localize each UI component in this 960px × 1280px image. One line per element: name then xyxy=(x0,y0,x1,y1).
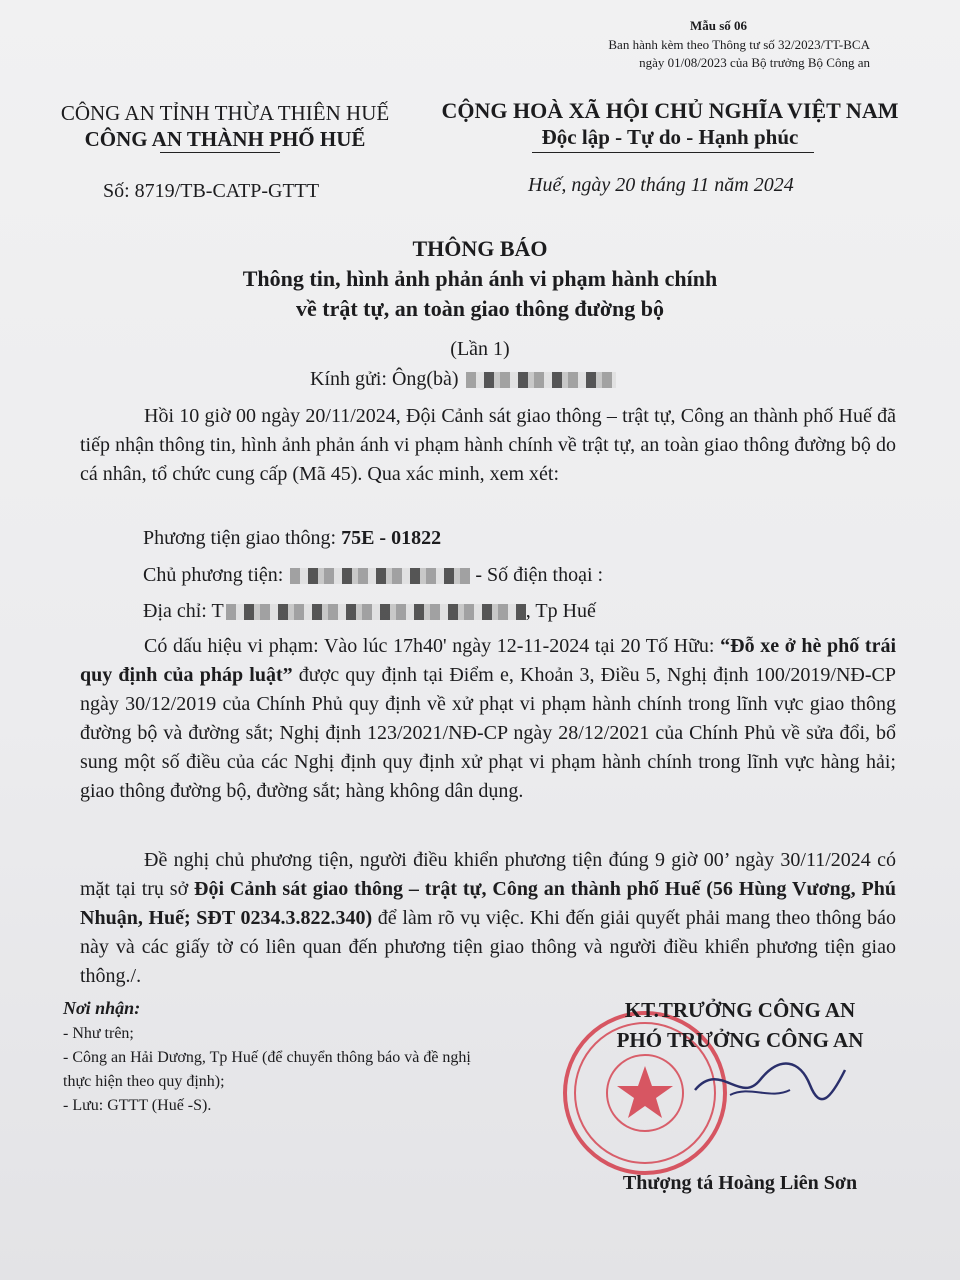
signature-block xyxy=(560,995,920,1055)
recipient-item: - Như trên; xyxy=(63,1025,134,1042)
form-note xyxy=(608,36,870,72)
signer-name: Thượng tá Hoàng Liên Sơn xyxy=(622,1172,858,1194)
violation-offense: “Đỗ xe ở hè phố trái quy định của pháp luật” xyxy=(80,635,896,686)
violation-paragraph xyxy=(80,632,896,806)
issuer-line1: CÔNG AN TỈNH THỪA THIÊN HUẾ xyxy=(60,101,390,125)
form-note-line2: ngày 01/08/2023 của Bộ trưởng Bộ Công an xyxy=(639,55,870,70)
issuer-header xyxy=(30,100,420,152)
violation-lead: Có dấu hiệu vi phạm: Vào lúc 17h40' ngày 12-11-2024 tại 20 Tố Hữu: xyxy=(144,635,721,657)
issuer-line2: CÔNG AN THÀNH PHỐ HUẾ xyxy=(84,127,366,151)
recipients-list xyxy=(63,1022,503,1118)
license-plate: 75E - 01822 xyxy=(341,527,442,549)
phone-label: - Số điện thoại : xyxy=(470,564,604,586)
signature-title2: PHÓ TRƯỞNG CÔNG AN xyxy=(616,1028,864,1052)
form-note-line1: Ban hành kèm theo Thông tư số 32/2023/TT-BCA xyxy=(608,37,870,52)
title-sub2: về trật tự, an toàn giao thông đường bộ xyxy=(295,296,664,321)
address-label: Địa chỉ: T xyxy=(143,600,224,622)
address-suffix: , Tp Huế xyxy=(525,600,596,622)
recipient-item: - Lưu: GTTT (Huế -S). xyxy=(63,1097,212,1114)
owner-label: Chủ phương tiện: xyxy=(143,564,289,586)
request-location: Đội Cảnh sát giao thông – trật tự, Công an thành phố Huế (56 Hùng Vương, Phú Nhuận, Huế; SĐT 0234.3.822.340) xyxy=(80,878,896,929)
vehicle-line xyxy=(143,527,441,550)
addressee xyxy=(310,368,616,391)
request-paragraph xyxy=(80,846,896,991)
redacted-owner xyxy=(290,568,470,584)
owner-line xyxy=(143,564,603,587)
signature-title1: KT.TRƯỞNG CÔNG AN xyxy=(624,998,856,1022)
intro-paragraph: Hồi 10 giờ 00 ngày 20/11/2024, Đội Cảnh sát giao thông – trật tự, Công an thành phố Huế đã tiếp nhận thông tin, hình ảnh phản ánh vi phạm hành chính về trật tự, an toàn giao thông đường bộ do cá nhân, tổ chức cung cấp (Mã 45). Qua xác minh, xem xét: xyxy=(80,405,896,485)
handwritten-signature xyxy=(690,1050,850,1110)
redacted-address xyxy=(226,604,526,620)
document-date: Huế, ngày 20 tháng 11 năm 2024 xyxy=(528,174,794,196)
redacted-name xyxy=(466,372,616,388)
document-number: Số: 8719/TB-CATP-GTTT xyxy=(103,180,320,202)
title-sub1: Thông tin, hình ảnh phản ánh vi phạm hành chính xyxy=(242,266,718,291)
motto-underline xyxy=(532,152,814,153)
notice-count: (Lần 1) xyxy=(450,338,510,360)
address-line xyxy=(143,600,596,623)
vehicle-label: Phương tiện giao thông: xyxy=(143,527,342,549)
request-lead: Đề nghị chủ phương tiện, người điều khiển phương tiện đúng 9 giờ 00’ ngày 30/11/2024 có mặt tại trụ sở xyxy=(80,849,896,900)
document-title xyxy=(0,234,960,324)
national-line1: CỘNG HOÀ XÃ HỘI CHỦ NGHĨA VIỆT NAM xyxy=(441,98,899,123)
recipient-item: - Công an Hải Dương, Tp Huế (để chuyển thông báo và đề nghị thực hiện theo quy định); xyxy=(63,1049,471,1090)
national-header xyxy=(420,98,920,150)
recipients-title: Nơi nhận: xyxy=(63,998,141,1018)
violation-legal-basis: được quy định tại Điểm e, Khoản 3, Điều 5, Nghị định 100/2019/NĐ-CP ngày 30/12/2019 của Chính Phủ quy định về xử phạt vi phạm hành chính trong lĩnh vực giao thông đường bộ và đường sắt; Nghị định 123/2021/NĐ-CP ngày 28/12/2021 của Chính Phủ về sửa đổi, bổ sung một số điều của các Nghị định quy định xử phạt vi phạm hành chính trong lĩnh vực hàng hải; giao thông đường bộ, đường sắt; hàng không dân dụng. xyxy=(80,664,896,802)
form-number: Mẫu số 06 xyxy=(690,18,748,33)
national-motto: Độc lập - Tự do - Hạnh phúc xyxy=(541,125,799,149)
addressee-label: Kính gửi: Ông(bà) xyxy=(310,368,459,390)
title-main: THÔNG BÁO xyxy=(412,236,548,261)
issuer-underline xyxy=(160,152,280,153)
request-rest: để làm rõ vụ việc. Khi đến giải quyết phải mang theo thông báo này và các giấy tờ có liên quan đến phương tiện giao thông và người điều khiển phương tiện giao thông./. xyxy=(80,907,896,987)
